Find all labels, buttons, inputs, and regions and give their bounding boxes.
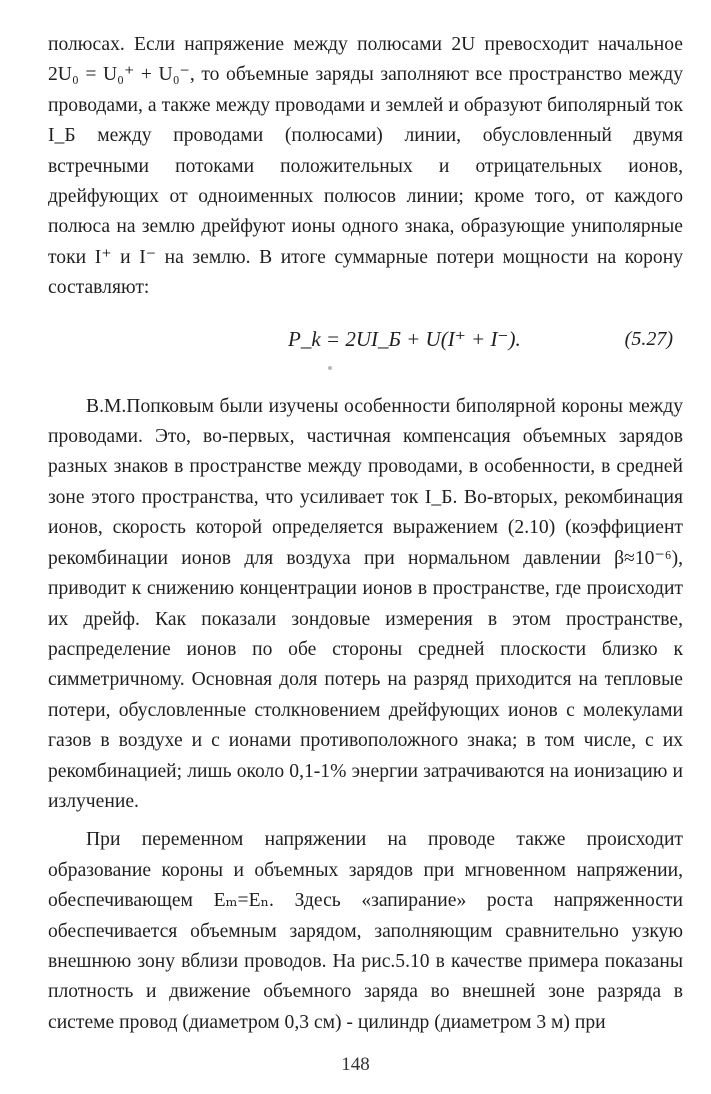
page-number: 148 xyxy=(341,1054,370,1075)
paragraph-2: В.М.Попковым были изучены особенности биполярной короны между проводами. Это, во-первых, частичная компенсация объемных зарядов разных знаков в пространстве между проводами, в особенности, в средней зоне этого пространства, что усиливает ток I_Б. Во-вторых, рекомбинация ионов, скорость которой определяется выражением (2.10) (коэффициент рекомбинации ионов для воздуха при нормальном давлении β≈10⁻⁶), приводит к снижению концентрации ионов в пространстве, где происходит их дрейф. Как показали зондовые измерения в этом пространстве, распределение ионов по обе стороны средней плоскости близко к симметричному. Основная доля потерь на разряд приходится на тепловые потери, обусловленные столкновением дрейфующих ионов с молекулами газов в воздухе и с ионами противоположного знака; в том числе, с их рекомбинацией; лишь около 0,1-1% энергии затрачиваются на ионизацию и излучение. xyxy=(48,395,683,812)
paragraph-1: полюсах. Если напряжение между полюсами 2U превосходит начальное 2U₀ = U₀⁺ + U₀⁻, то объемные заряды заполняют все пространство между проводами, а также между проводами и землей и образуют биполярный ток I_Б между проводами (полюсами) линии, обусловленный двумя встречными потоками положительных и отрицательных ионов, дрейфующих от одноименных полюсов линии; кроме того, от каждого полюса на землю дрейфуют ионы одного знака, образующие униполярные токи I⁺ и I⁻ на землю. В итоге суммарные потери мощности на корону составляют: xyxy=(48,34,683,299)
paragraph-3: При переменном напряжении на проводе также происходит образование короны и объемных зарядов при мгновенном напряжении, обеспечивающем Eₘ=Eₙ. Здесь «запирание» роста напряженности обеспечивается объемным зарядом, заполняющим сравнительно узкую внешнюю зону вблизи проводов. На рис.5.10 в качестве примера показаны плотность и движение объемного заряда во внешней зоне разряда в системе провод (диаметром 0,3 см) - цилиндр (диаметром 3 м) при xyxy=(48,829,683,1033)
equation-block xyxy=(48,304,683,392)
document-page xyxy=(48,30,683,1038)
equation-number: (5.27) xyxy=(624,327,673,350)
equation-expression: P_k = 2UI_Б + U(I⁺ + I⁻). xyxy=(288,326,521,351)
scan-speck xyxy=(328,366,332,370)
